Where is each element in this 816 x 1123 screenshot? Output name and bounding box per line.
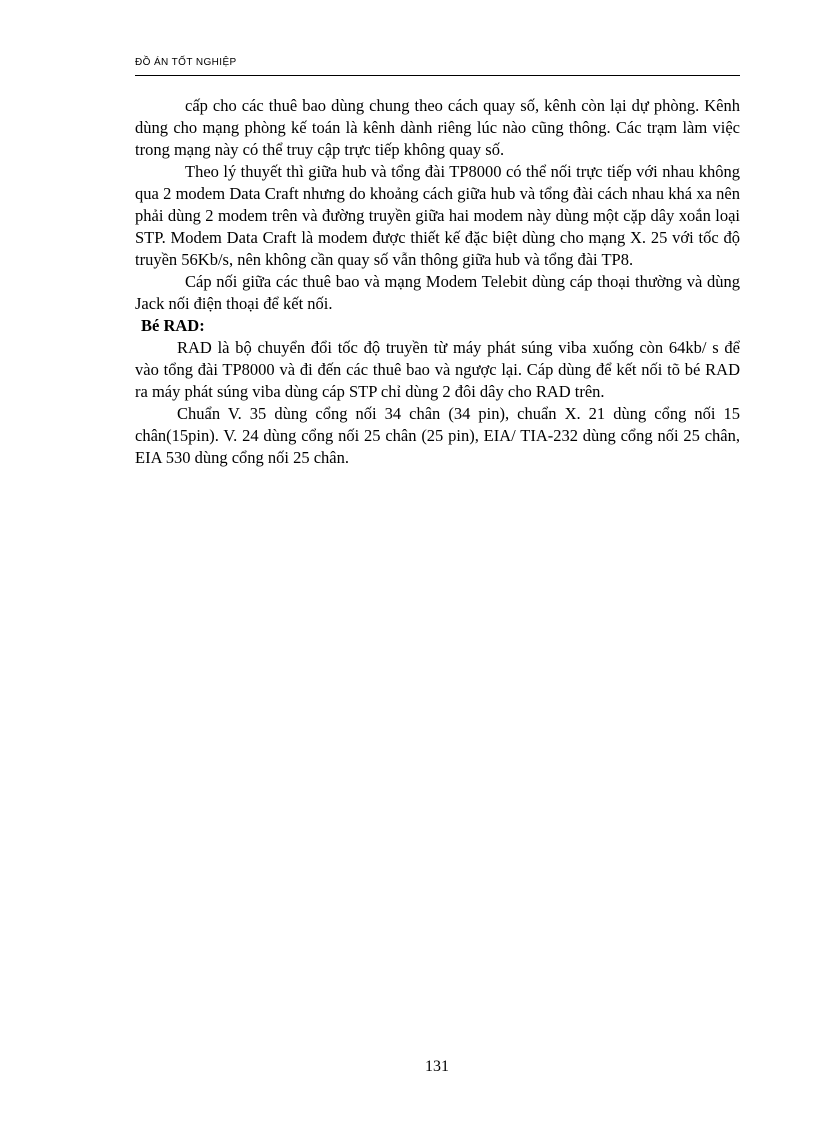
header-title: ĐỒ ÁN TỐT NGHIỆP xyxy=(135,57,237,68)
page-header xyxy=(135,57,740,76)
section-paragraph: RAD là bộ chuyển đổi tốc độ truyền từ máy phát súng viba xuống còn 64kb/ s để vào tổng đài TP8000 và đi đến các thuê bao và ngược lại. Cáp dùng để kết nối tõ bé RAD ra máy phát súng viba dùng cáp STP chỉ dùng 2 đôi dây cho RAD trên. xyxy=(135,338,740,401)
section-heading: Bé RAD: xyxy=(141,316,205,335)
page-body xyxy=(135,95,740,469)
section-paragraph: Chuẩn V. 35 dùng cổng nối 34 chân (34 pin), chuẩn X. 21 dùng cổng nối 15 chân(15pin). V. 24 dùng cổng nối 25 chân (25 pin), EIA/ TIA-232 dùng cổng nối 25 chân, EIA 530 dùng cổng nối 25 chân. xyxy=(135,404,740,467)
body-paragraph: cấp cho các thuê bao dùng chung theo cách quay số, kênh còn lại dự phòng. Kênh dùng cho mạng phòng kế toán là kênh dành riêng lúc nào cũng thông. Các trạm làm việc trong mạng này có thể truy cập trực tiếp không quay số. xyxy=(135,96,740,159)
body-paragraph: Theo lý thuyết thì giữa hub và tổng đài TP8000 có thể nối trực tiếp với nhau không qua 2 modem Data Craft nhưng do khoảng cách giữa hub và tổng đài cách nhau khá xa nên phải dùng 2 modem trên và đường truyền giữa hai modem này dùng một cặp dây xoắn loại STP. Modem Data Craft là modem được thiết kế đặc biệt dùng cho mạng X. 25 với tốc độ truyền 56Kb/s, nên không cần quay số vẫn thông giữa hub và tổng đài TP8. xyxy=(135,162,740,269)
body-paragraph: Cáp nối giữa các thuê bao và mạng Modem Telebit dùng cáp thoại thường và dùng Jack nối điện thoại để kết nối. xyxy=(135,272,740,313)
page-number: 131 xyxy=(425,1058,449,1075)
